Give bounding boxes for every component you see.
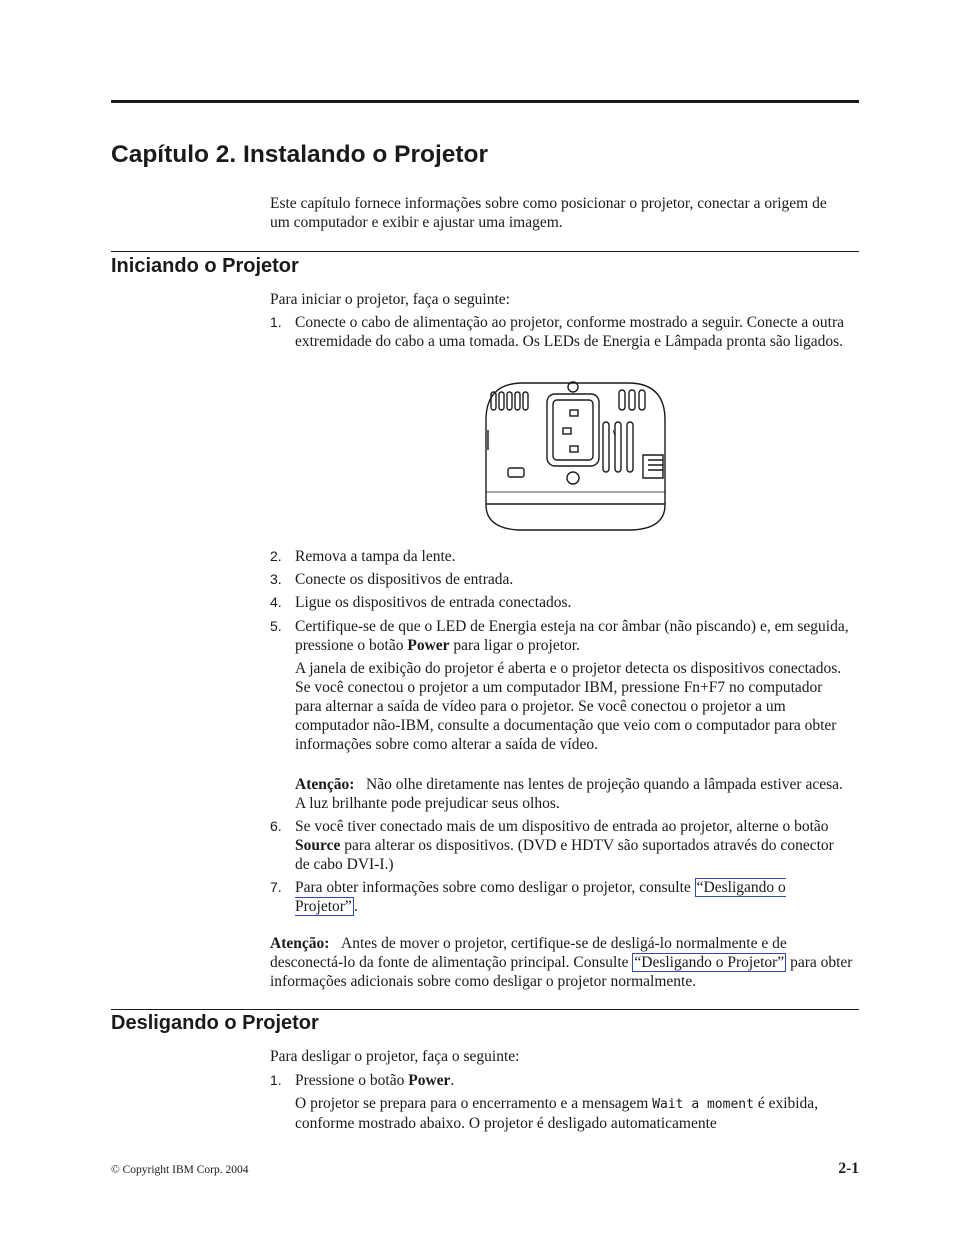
step-text-part: . <box>353 898 358 915</box>
detail-text: O projetor se prepara para o encerramento e a mensagem <box>295 1095 653 1112</box>
step-number: 4. <box>270 594 282 610</box>
step-number: 7. <box>270 879 282 895</box>
step-text-part: para alterar os dispositivos. (DVD e HDTV são suportados através do conector de cabo DVI-I.) <box>295 837 834 873</box>
chapter-title: Capítulo 2. Instalando o Projetor <box>111 141 489 168</box>
step-number: 3. <box>270 571 282 587</box>
step-text: Ligue os dispositivos de entrada conectados. <box>295 594 572 611</box>
section-rule <box>111 251 859 252</box>
step-text-part: . <box>450 1072 455 1089</box>
attention-text: Antes de mover o projetor, certifique-se de desligá-lo normalmente e de desconectá-lo da fonte de alimentação principal. Consulte <box>270 935 787 971</box>
list-item <box>270 617 855 657</box>
attention-label: Atenção: <box>295 776 355 793</box>
chapter-intro: Este capítulo fornece informações sobre como posicionar o projetor, conectar a origem de um computador e exibir e ajustar uma imagem. <box>270 195 827 231</box>
power-button-label: Power <box>408 1072 451 1089</box>
attention-text: Não olhe diretamente nas lentes de projeção quando a lâmpada estiver acesa. A luz brilhante pode prejudicar seus olhos. <box>295 776 843 812</box>
list-item <box>270 817 855 877</box>
attention-label: Atenção: <box>270 935 330 952</box>
step5-detail: A janela de exibição do projetor é aberta e o projetor detecta os dispositivos conectados. Se você conectou o projetor a um computador IBM, pressione Fn+F7 no computador para alternar a saída de vídeo para o projetor. Se você conectou o projetor a um computador não-IBM, consulte a documentação que veio com o computador para obter informações sobre como alterar a saída de vídeo. <box>295 660 842 753</box>
section-title-start: Iniciando o Projetor <box>111 255 299 277</box>
step-text-part: para ligar o projetor. <box>449 637 580 654</box>
page-number: 2-1 <box>838 1160 859 1177</box>
top-rule <box>111 100 859 103</box>
step-text-part: Se você tiver conectado mais de um dispositivo de entrada ao projetor, alterne o botão <box>295 818 829 835</box>
step-text-part: Para obter informações sobre como desligar o projetor, consulte <box>295 879 695 896</box>
link-desligando-projetor[interactable]: “Desligando o Projetor” <box>634 954 785 971</box>
detail-text: é exibida, conforme mostrado abaixo. O projetor é desligado automaticamente <box>295 1095 819 1132</box>
section-lead: Para iniciar o projetor, faça o seguinte: <box>270 291 510 308</box>
footer-copyright: © Copyright IBM Corp. 2004 <box>111 1164 249 1176</box>
step-text-part: Pressione o botão <box>295 1072 409 1089</box>
step-number: 5. <box>270 618 282 634</box>
section-title-stop: Desligando o Projetor <box>111 1012 319 1034</box>
list-item <box>270 593 855 613</box>
step-number: 1. <box>270 1072 282 1088</box>
list-item <box>270 570 855 590</box>
step-text <box>295 617 850 655</box>
step-text: Conecte o cabo de alimentação ao projetor, conforme mostrado a seguir. Conecte a outra extremidade do cabo a uma tomada. Os LEDs de Energia e Lâmpada pronta são ligados. <box>295 314 844 350</box>
power-button-label: Power <box>407 637 450 654</box>
step-text: Conecte os dispositivos de entrada. <box>295 571 514 588</box>
section-lead: Para desligar o projetor, faça o seguinte: <box>270 1048 520 1065</box>
step-text: Remova a tampa da lente. <box>295 548 456 565</box>
list-item <box>270 1071 855 1091</box>
wait-message-code: Wait a moment <box>652 1097 754 1112</box>
projector-power-connector-figure <box>483 380 668 533</box>
list-item <box>270 547 855 567</box>
step-number: 6. <box>270 818 282 834</box>
step-number: 2. <box>270 548 282 564</box>
list-item <box>270 313 855 373</box>
stop-step1-detail <box>295 1094 850 1133</box>
section-rule <box>111 1009 859 1010</box>
step-text <box>295 817 850 874</box>
step-text <box>295 1071 850 1090</box>
attention-note <box>270 934 860 991</box>
step5-attention <box>295 775 850 813</box>
source-button-label: Source <box>295 837 341 854</box>
attention-text: para obter informações adicionais sobre como desligar o projetor normalmente. <box>270 954 853 990</box>
link-desligando-projetor[interactable]: “Desligando o Projetor” <box>295 879 786 915</box>
step-text <box>295 878 850 916</box>
list-item <box>270 878 855 918</box>
step-number: 1. <box>270 314 282 330</box>
step-text-part: Certifique-se de que o LED de Energia esteja na cor âmbar (não piscando) e, em seguida, pressione o botão <box>295 618 849 654</box>
